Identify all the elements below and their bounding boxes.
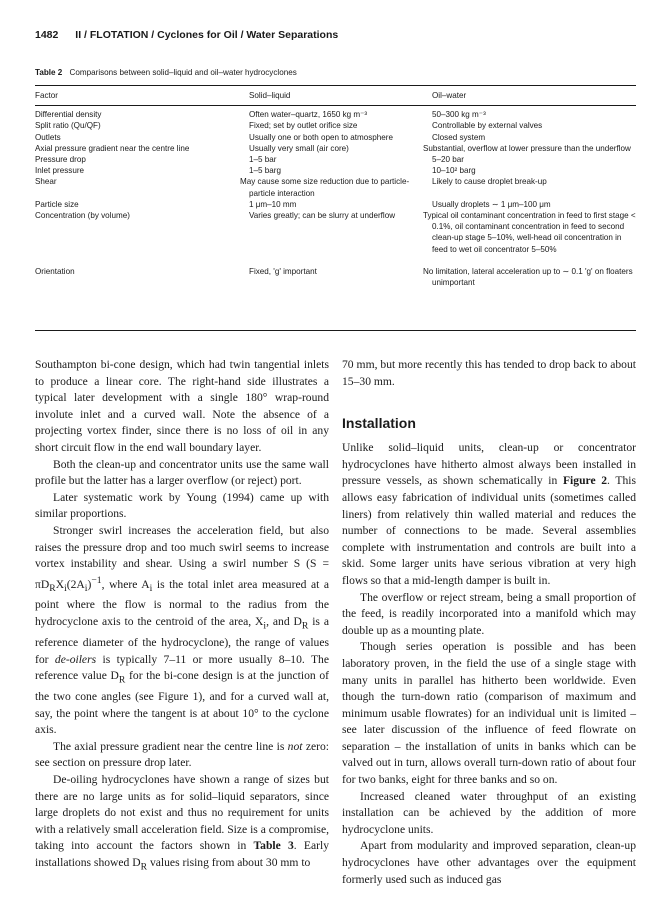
table-cell: Typical oil contaminant concentration in feed to first stage < 0.1%, oil contaminant concentration in feed to second clean-up stage 5–10%, well-head oil concentration in feed to wet oil concentrator 5–50% [423,211,636,254]
paragraph: Southampton bi-cone design, which had twin tangential inlets to produce a linear core. The right-hand side illustrates a typical later development with a single 180° wrap-round involute inlet and a curved wall. Note the absence of a projecting vortex finder, since there is no loss of oil in any short circuit flow in the end wall boundary layer. [35,358,329,454]
table-cell: Concentration (by volume) [35,211,130,221]
paragraph: Unlike solid–liquid units, clean-up or concentrator hydrocyclones have hitherto almost always been installed in pressure vessels, as shown schematically in Figure 2. This allows easy fabrication of individual units (sometimes called liners) from relatively thin walled material and reduces the number of connections to be made. Several assemblies complete with instrumentation and controls are built into a skid. Some larger units have serious vibration at very high flows so that a mid-length damper is built in. [342,441,636,587]
table-cell: Pressure drop [35,155,86,165]
table-cell: 10–10² barg [432,166,476,176]
table-cell: Fixed; set by outlet orifice size [249,121,358,131]
table-cell: Split ratio (Qu/QF) [35,121,101,131]
table-cell: May cause some size reduction due to particle-particle interaction [240,177,410,198]
table-cell: 5–20 bar [432,155,464,165]
table-row [35,176,636,198]
column-header-solid-liquid: Solid–liquid [249,91,291,100]
table-row [35,103,636,120]
table-label: Table 2 [35,68,63,77]
table-cell: Closed system [432,132,486,142]
table-top-rule [35,85,636,86]
table-cell: Shear [35,177,57,187]
table-row [35,255,636,288]
table-header-row [35,89,636,103]
table-cell: No limitation, lateral acceleration up to ∼ 0.1 'g' on floaters unimportant [423,266,633,288]
table-bottom-rule [35,330,636,331]
left-text-column [35,357,329,876]
table-cell: Particle size [35,199,79,209]
right-text-column [342,357,636,888]
table-row [35,143,636,154]
table-cell: Fixed, 'g' important [249,266,317,276]
table-cell: Differential density [35,110,102,120]
table-cell: 1 μm–10 mm [249,199,297,209]
table-cell: Inlet pressure [35,166,85,176]
paragraph: Apart from modularity and improved separation, clean-up hydrocyclones have other advantages over the equipment formerly used such as induced gas [342,839,636,886]
table-3-reference[interactable]: Table 3 [253,839,294,853]
table-cell: Usually one or both open to atmosphere [249,132,393,142]
table-caption [35,68,297,77]
table-row [35,165,636,176]
comparison-table [35,89,636,288]
paragraph: Though series operation is possible and has been laboratory proven, in the field the use of a single stage with many units in parallel has hitherto been worldwide. Even though the turn-down ratio (comparison of maximum and minimum usable flowrates) for an individual unit is limited – see later discussion of the influence of feed flowrate on separation – the installation of units in banks which can be valved out in turn, allows overall turn-down ratio of about four for two banks, eight for three banks and so on. [342,640,636,787]
table-cell: Controllable by external valves [432,121,543,131]
figure-2-reference[interactable]: Figure 2 [562,474,608,488]
table-cell: Axial pressure gradient near the centre line [35,143,190,153]
table-row [35,132,636,143]
section-heading-installation: Installation [342,415,416,432]
paragraph: Later systematic work by Young (1994) came up with similar proportions. [35,490,329,521]
paragraph: The axial pressure gradient near the centre line is not zero: see section on pressure drop later. [35,739,329,770]
paragraph: 70 mm, but more recently this has tended to drop back to about 15–30 mm. [342,358,636,388]
paragraph: Both the clean-up and concentrator units use the same wall profile but the latter has a larger overflow (or reject) port. [35,457,329,488]
paragraph: Increased cleaned water throughput of an existing installation can be achieved by the addition of more hydrocyclone units. [342,789,636,836]
table-caption-text: Comparisons between solid–liquid and oil–water hydrocyclones [69,68,297,77]
table-cell: Substantial, overflow at lower pressure than the underflow [423,143,631,153]
paragraph-swirl-number: Stronger swirl increases the acceleration field, but also raises the pressure drop and too much swirl seems to increase vortex instability and shear. Using a swirl number S ($S = \pi D_RX_i(2A_i)^{-1}$, where $A_i$ is the total inlet area measured at a point where the flow is normal to the radius from the hydrocyclone axis to the centroid of the area, $X_i$, and $D_R$ is a reference diameter of the hydrocyclone), the range of values for de-oilers is typically 7–11 or more usually 8–10. The reference value $D_R$ for the bi-cone design is at the junction of the two cone angles (see Figure 1), and for a curved wall at, say, the point where the tangent is at about 10° to the cyclone axis. [35,523,329,737]
column-header-oil-water: Oil–water [432,91,467,100]
page-number: 1482 [35,29,59,41]
table-cell: Often water–quartz, 1650 kg m⁻³ [249,110,368,120]
table-cell: Likely to cause droplet break-up [432,177,547,187]
table-cell: Usually very small (air core) [249,143,349,153]
table-cell: 1–5 barg [249,166,281,176]
table-cell: Orientation [35,266,75,276]
table-cell: Usually droplets ∼ 1 μm–100 μm [432,199,551,209]
paragraph: De-oiling hydrocyclones have shown a range of sizes but there are no large units as for solid–liquid separators, since large droplets do not exist and thus no requirement for units with a relatively small acceleration field. Size is a compromise, taking into account the factors shown in Table 3. Early installations showed $D_R$ values rising from about 30 mm to [35,773,329,873]
table-cell: 1–5 bar [249,155,277,165]
table-row [35,154,636,165]
table-cell: Outlets [35,132,61,142]
column-header-factor: Factor [35,91,58,100]
table-cell: 50–300 kg m⁻³ [432,110,486,120]
table-row [35,199,636,210]
table-cell: Varies greatly; can be slurry at underflow [249,211,396,221]
running-header [35,29,338,41]
table-row [35,120,636,131]
running-title: II / FLOTATION / Cyclones for Oil / Water Separations [75,29,339,41]
paragraph: The overflow or reject stream, being a small proportion of the feed, is readily incorporated into a manifold which may double up as a mounting plate. [342,590,636,637]
table-row [35,210,636,255]
